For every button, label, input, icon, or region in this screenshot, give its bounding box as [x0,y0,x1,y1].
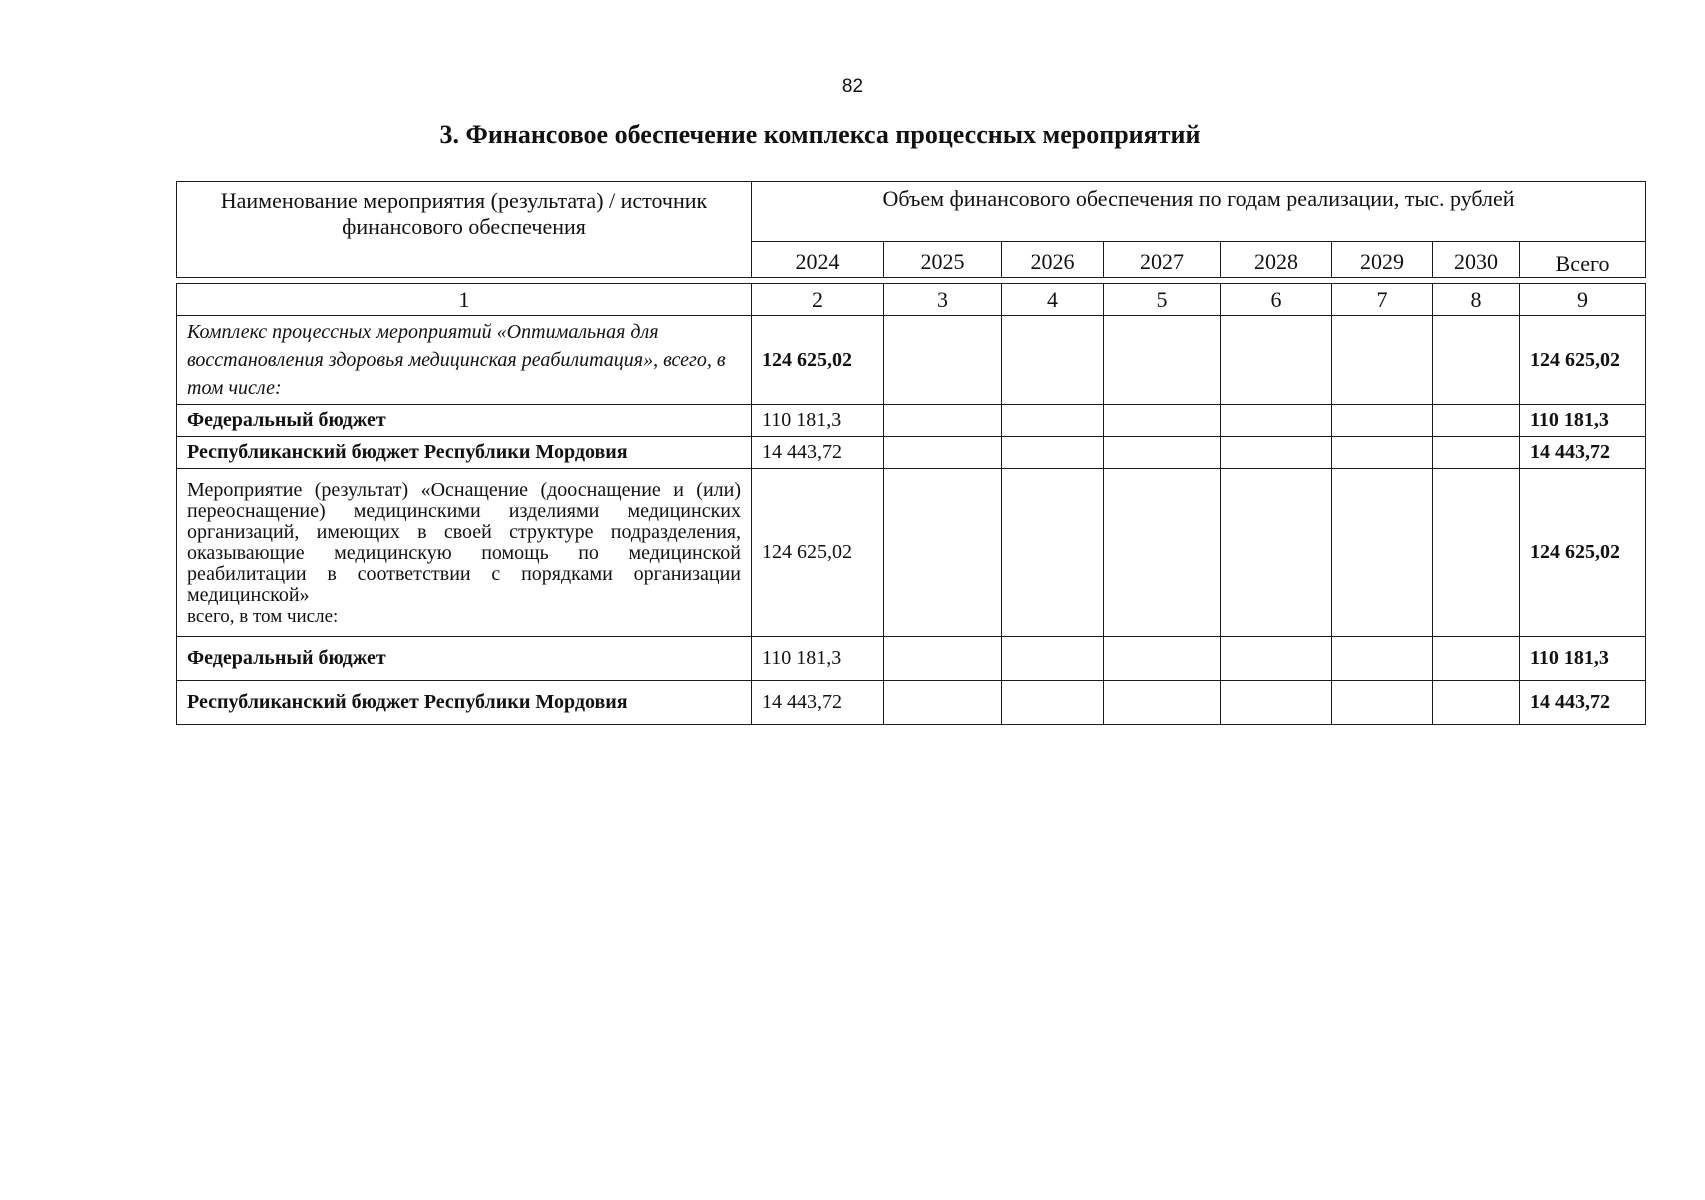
row-value-2028 [1221,316,1332,405]
row-total: 14 443,72 [1520,437,1646,469]
header-year-2025: 2025 [884,242,1002,278]
row-value-2025 [884,469,1002,637]
row-value-2026 [1002,316,1104,405]
financing-table-header [176,181,1646,278]
header-year-2024: 2024 [752,242,884,278]
row-name: Федеральный бюджет [177,405,752,437]
row-total: 14 443,72 [1520,681,1646,725]
document-title: 3. Финансовое обеспечение комплекса процессных мероприятий [439,120,1201,149]
column-number: 8 [1433,284,1520,316]
row-value-2028 [1221,469,1332,637]
financing-table-body [176,283,1646,725]
header-year-2026: 2026 [1002,242,1104,278]
header-year-2029: 2029 [1332,242,1433,278]
header-total: Всего [1520,242,1646,278]
column-number: 1 [177,284,752,316]
table-row [177,316,1646,405]
row-name-tail: всего, в том числе: [187,605,339,627]
row-value-2026 [1002,637,1104,681]
column-number: 6 [1221,284,1332,316]
header-name-column: Наименование мероприятия (результата) / источник финансового обеспечения [177,182,752,278]
row-value-2030 [1433,405,1520,437]
row-value-2024: 14 443,72 [752,437,884,469]
row-name [177,469,752,637]
row-total: 124 625,02 [1520,316,1646,405]
column-number-row [177,284,1646,316]
row-value-2025 [884,316,1002,405]
row-value-2025 [884,437,1002,469]
row-value-2025 [884,681,1002,725]
row-value-2024: 14 443,72 [752,681,884,725]
table-row [177,437,1646,469]
row-value-2024: 110 181,3 [752,637,884,681]
row-value-2024: 124 625,02 [752,469,884,637]
row-value-2030 [1433,469,1520,637]
row-value-2029 [1332,637,1433,681]
row-value-2024: 124 625,02 [752,316,884,405]
row-value-2030 [1433,316,1520,405]
row-total: 124 625,02 [1520,469,1646,637]
row-value-2030 [1433,637,1520,681]
row-total: 110 181,3 [1520,637,1646,681]
row-value-2027 [1104,405,1221,437]
column-number: 4 [1002,284,1104,316]
row-value-2029 [1332,681,1433,725]
row-name: Федеральный бюджет [177,637,752,681]
row-value-2029 [1332,316,1433,405]
row-value-2029 [1332,405,1433,437]
column-number: 5 [1104,284,1221,316]
table-row [177,469,1646,637]
row-value-2030 [1433,437,1520,469]
column-number: 3 [884,284,1002,316]
row-value-2028 [1221,405,1332,437]
row-value-2026 [1002,681,1104,725]
header-year-2030: 2030 [1433,242,1520,278]
row-value-2029 [1332,437,1433,469]
header-year-2028: 2028 [1221,242,1332,278]
header-year-2027: 2027 [1104,242,1221,278]
row-value-2026 [1002,469,1104,637]
row-value-2028 [1221,437,1332,469]
row-total: 110 181,3 [1520,405,1646,437]
row-value-2025 [884,637,1002,681]
row-value-2028 [1221,637,1332,681]
table-row [177,405,1646,437]
row-value-2026 [1002,437,1104,469]
row-name: Республиканский бюджет Республики Мордовия [177,437,752,469]
row-value-2027 [1104,316,1221,405]
table-row [177,637,1646,681]
column-number: 9 [1520,284,1646,316]
row-value-2025 [884,405,1002,437]
row-value-2026 [1002,405,1104,437]
row-name: Комплекс процессных мероприятий «Оптимальная для восстановления здоровья медицинская реабилитация», всего, в том числе: [177,316,752,405]
row-value-2029 [1332,469,1433,637]
row-value-2027 [1104,681,1221,725]
column-number: 7 [1332,284,1433,316]
row-value-2027 [1104,437,1221,469]
row-value-2027 [1104,469,1221,637]
row-name-main: Мероприятие (результат) «Оснащение (дооснащение и (или) переоснащение) медицинскими изделиями медицинских организаций, имеющих в своей структуре подразделения, оказывающие медицинскую помощь по медицинской реабилитации в соответствии с порядками организации медицинской» [187,478,741,606]
page-number: 82 [841,76,864,97]
table-row [177,681,1646,725]
column-number: 2 [752,284,884,316]
row-value-2024: 110 181,3 [752,405,884,437]
row-value-2030 [1433,681,1520,725]
header-group-title: Объем финансового обеспечения по годам реализации, тыс. рублей [752,182,1646,242]
row-value-2027 [1104,637,1221,681]
row-name: Республиканский бюджет Республики Мордовия [177,681,752,725]
row-value-2028 [1221,681,1332,725]
